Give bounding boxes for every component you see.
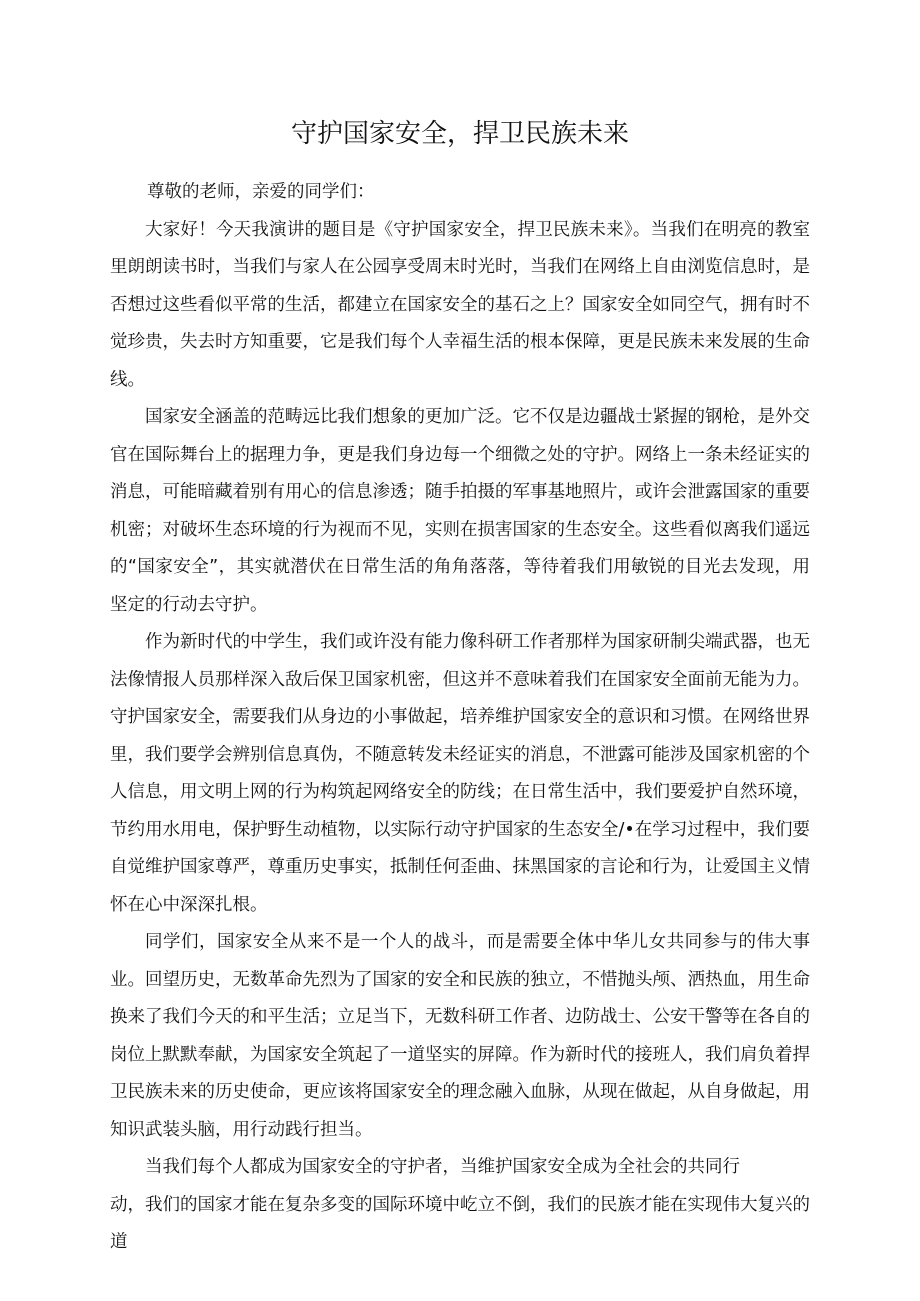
document-title: 守护国家安全，捍卫民族未来: [290, 119, 629, 149]
document-body: [110, 174, 810, 1262]
paragraph-closing-line-2: 动，我们的国家才能在复杂多变的国际环境中屹立不倒，我们的民族才能在实现伟大复兴的道: [110, 1194, 810, 1252]
salutation: 尊敬的老师，亲爱的同学们：: [147, 182, 375, 202]
paragraph-closing-line-1: 当我们每个人都成为国家安全的守护者，当维护国家安全成为全社会的共同行: [145, 1157, 740, 1177]
paragraph-greeting-intro: 大家好！今天我演讲的题目是《守护国家安全，捍卫民族未来》。当我们在明亮的教室里朗朗读书时，当我们与家人在公园享受周末时光时，当我们在网络上自由浏览信息时，是否想过这些看似平常的生活，都建立在国家安全的基石之上？国家安全如同空气，拥有时不觉珍贵，失去时方知重要，它是我们每个人幸福生活的根本保障，更是民族未来发展的生命线。: [110, 219, 810, 390]
paragraph-collective-effort: 同学们，国家安全从来不是一个人的战斗，而是需要全体中华儿女共同参与的伟大事业。回望历史，无数革命先烈为了国家的安全和民族的独立，不惜抛头颅、洒热血，用生命换来了我们今天的和平生活；立足当下，无数科研工作者、边防战士、公安干警等在各自的岗位上默默奉献，为国家安全筑起了一道坚实的屏障。作为新时代的接班人，我们肩负着捍卫民族未来的历史使命，更应该将国家安全的理念融入血脉，从现在做起，从自身做起，用知识武装头脑，用行动践行担当。: [110, 932, 810, 1140]
paragraph-student-role: 作为新时代的中学生，我们或许没有能力像科研工作者那样为国家研制尖端武器，也无法像情报人员那样深入敌后保卫国家机密，但这并不意味着我们在国家安全面前无能为力。守护国家安全，需要我们从身边的小事做起，培养维护国家安全的意识和习惯。在网络世界里，我们要学会辨别信息真伪，不随意转发未经证实的消息，不泄露可能涉及国家机密的个人信息，用文明上网的行为构筑起网络安全的防线；在日常生活中，我们要爱护自然环境，节约用水用电，保护野生动植物，以实际行动守护国家的生态安全/•在学习过程中，我们要自觉维护国家尊严，尊重历史事实，抵制任何歪曲、抹黑国家的言论和行为，让爱国主义情怀在心中深深扎根。: [110, 632, 810, 915]
paragraph-security-scope: 国家安全涵盖的范畴远比我们想象的更加广泛。它不仅是边疆战士紧握的钢枪，是外交官在国际舞台上的据理力争，更是我们身边每一个细微之处的守护。网络上一条未经证实的消息，可能暗藏着别有用心的信息渗透；随手拍摄的军事基地照片，或许会泄露国家的重要机密；对破坏生态环境的行为视而不见，实则在损害国家的生态安全。这些看似离我们遥远的“国家安全”，其实就潜伏在日常生活的角角落落，等待着我们用敏锐的目光去发现，用坚定的行动去守护。: [110, 407, 810, 615]
